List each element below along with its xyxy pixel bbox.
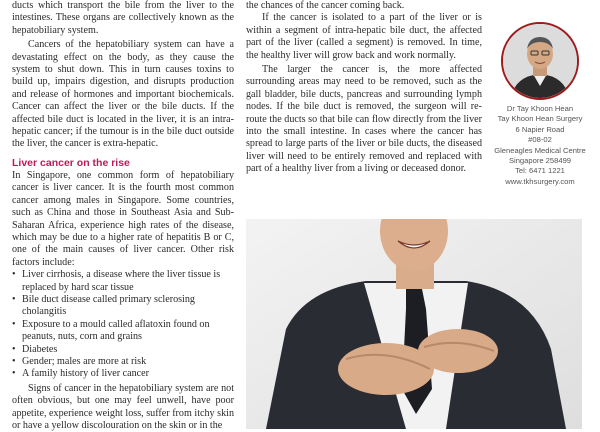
list-item: • Liver cirrhosis, a disease where the liver tissue is replaced by hard scar tissue xyxy=(12,269,234,294)
address-postal: Singapore 258499 xyxy=(508,156,572,166)
section-heading: Liver cancer on the rise xyxy=(12,156,130,169)
list-item: • Gender; males are more at risk xyxy=(12,356,234,368)
author-portrait xyxy=(501,22,579,100)
address-street: 6 Napier Road xyxy=(515,124,565,134)
list-item: • Exposure to a mould called aflatoxin found on peanuts, nuts, corn and grains xyxy=(12,319,234,344)
middle-column xyxy=(246,0,482,176)
paragraph-hepatobiliary-effects: Cancers of the hepatobiliary system can have a devastating effect on the body, as they cause the system to shut down. This in turn causes toxins to build up, impairs digestion, and disrupts production and release of hormones and important biochemicals. Cancer can affect the liver or the bile ducts. If the affected bile duct is located in the liver, it is an intra-hepatic cancer; if the tumour is in the bile duct outside the liver, the cancer is extra-hepatic. xyxy=(12,39,234,150)
paragraph-continuation: the chances of the cancer coming back. xyxy=(246,0,405,11)
phone-number: Tel: 6471 1221 xyxy=(515,166,565,176)
man-in-pain-photo xyxy=(246,219,582,429)
paragraph-signs: Signs of cancer in the hepatobiliary system are not often obvious, but one may feel unwell, have poor appetite, experience weight loss, suffer from itchy skin or have a yellow discolouration on the skin or in the xyxy=(12,382,234,431)
list-item: • A family history of liver cancer xyxy=(12,368,234,380)
portrait-image xyxy=(503,24,577,98)
risk-factor-list xyxy=(12,269,234,381)
paragraph-liver-cancer: In Singapore, one common form of hepatobiliary cancer is liver cancer. It is the fourth most common cancer among males in Singapore. Some countries, such as China and those in Southeast Asia and Sub-Saharan Africa, experience high rates of the disease, which may be due to a higher rate of hepatitis B or C, one of the main causes of liver cancer. Other risk factors include: xyxy=(12,169,234,268)
address-unit: #08-02 xyxy=(528,135,552,145)
clinic-name: Tay Khoon Hean Surgery xyxy=(497,114,583,124)
paragraph-larger-cancer: The larger the cancer is, the more affected surrounding areas may need to be removed, such as the gall bladder, bile ducts, pancreas and surrounding lymph nodes. If the bile duct is removed, the surgeon will re-route the ducts so that bile can flow directly from the liver into the small intestine. In cases where the cancer has spread to large parts of the liver or bile ducts, the diseased liver will need to be entirely removed and replaced with part of a healthy liver from a living or deceased donor. xyxy=(246,64,482,175)
left-column xyxy=(12,0,234,432)
paragraph-isolated-cancer: If the cancer is isolated to a part of the liver or is within a segment of intra-hepatic bile duct, the affected part of the liver (called a segment) is removed. In time, the healthy liver will grow back and work normally. xyxy=(246,12,482,61)
list-item: • Bile duct disease called primary sclerosing cholangitis xyxy=(12,294,234,319)
author-sidebar xyxy=(490,22,590,187)
website-link[interactable]: www.tkhsurgery.com xyxy=(505,176,575,186)
address-building: Gleneagles Medical Centre xyxy=(494,145,586,155)
paragraph-intro: ducts which transport the bile from the liver to the intestines. These organs are collectively known as the hepatobiliary system. xyxy=(12,0,234,36)
stock-photo xyxy=(246,219,582,429)
list-item: • Diabetes xyxy=(12,344,234,356)
author-name: Dr Tay Khoon Hean xyxy=(506,104,574,113)
